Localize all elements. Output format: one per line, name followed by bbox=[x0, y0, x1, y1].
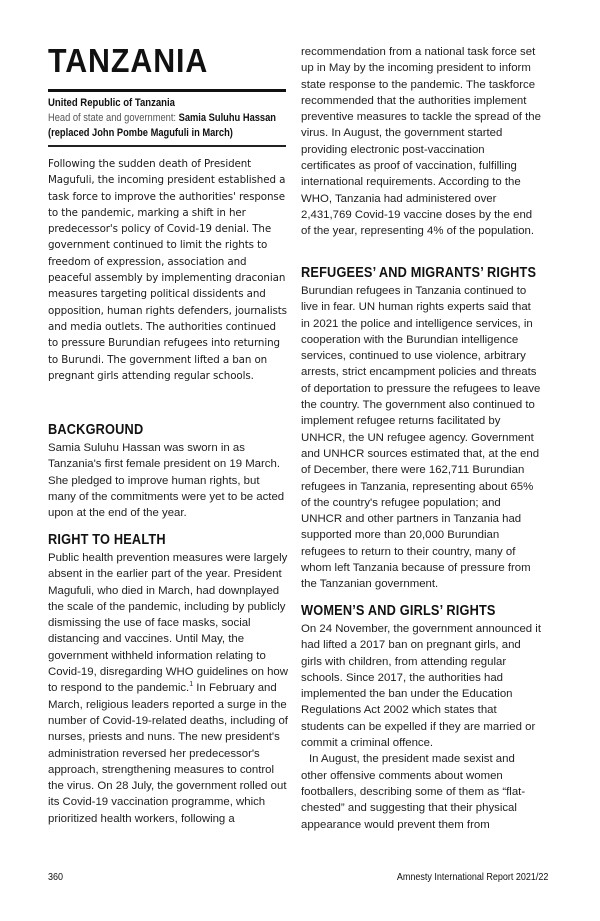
refugees-text: Burundian refugees in Tanzania continued to live in fear. UN human rights experts said that in 2021 the police and intelligence services, in cooperation with the Burundian intelligence services, continued to use violence, arbitrary arrests, strict encampment policies and threats of deportation to pressure the refugees to leave the country. The government also continued to implement refugee returns facilitated by UNHCR, the UN refugee agency. Government and UNHCR sources estimated that, at the end of December, there were 162,711 Burundian refugees in Tanzania, representing about 65% of the country's refugee population; and UNHCR and other partners in Tanzania had supported more than 20,000 Burundian refugees to return to their country, many of whom left Tanzania because of pressure from the Tanzanian government. bbox=[301, 285, 541, 591]
heading-background: BACKGROUND bbox=[48, 422, 144, 438]
health-text-continued: recommendation from a national task force set up in May by the incoming president to inform state response to the pandemic. The taskforce recommended that the authorities implement preventive measures to tackle the spread of the virus. In August, the government started providing electronic post-vaccination certificates as proof of vaccination, fulfilling international requirements. According to the WHO, Tanzania had administered over 2,431,769 Covid-19 vaccine doses by the end of the year, representing 4% of the population. bbox=[301, 46, 541, 238]
page-number: 360 bbox=[48, 872, 64, 883]
heading-women-girls: WOMEN’S AND GIRLS’ RIGHTS bbox=[301, 603, 496, 619]
health-text bbox=[48, 550, 288, 827]
head-of-state-line bbox=[48, 111, 277, 126]
country-full-name: United Republic of Tanzania bbox=[48, 97, 175, 109]
title-rule-thick bbox=[48, 89, 286, 92]
health-text-part1: Public health prevention measures were largely absent in the earlier part of the year. President Magufuli, who died in March, had downplayed the scale of the pandemic, including by publicly dismissing the use of face masks, social distancing and vaccines. Until May, the government withheld information relating to Covid-19, disregarding WHO guidelines on how to respond to the pandemic. bbox=[48, 552, 288, 695]
summary-text: Following the sudden death of President Magufuli, the incoming president established a task force to improve the authorities' response to the pandemic, marking a shift in her predecessor's policy of Covid-19 denial. The government continued to limit the rights to freedom of expression, association and peaceful assembly by implementing draconian measures targeting political dissidents and opposition, human rights defenders, journalists and media outlets. The authorities continued to pressure Burundian refugees into returning to Burundi. The government lifted a ban on pregnant girls attending regular schools. bbox=[48, 158, 287, 382]
heading-refugees: REFUGEES’ AND MIGRANTS’ RIGHTS bbox=[301, 265, 537, 281]
country-info bbox=[48, 96, 298, 141]
background-text: Samia Suluhu Hassan was sworn in as Tanzania's first female president on 19 March. She pledged to improve human rights, but many of the commitments were yet to be acted upon at the end of the year. bbox=[48, 442, 285, 520]
head-of-state-label: Head of state and government: bbox=[48, 112, 179, 124]
page-title: TANZANIA bbox=[48, 42, 209, 79]
head-of-state-name: Samia Suluhu Hassan bbox=[178, 112, 277, 124]
health-text-part2: In February and March, religious leaders reported a surge in the number of Covid-19-related deaths, including of nurses, priests and nuns. The new president's administration reversed her predecessor's approach, strengthening measures to control the virus. On 28 July, the government rolled out its Covid-19 vaccination programme, which prioritized health workers, following a bbox=[48, 682, 288, 825]
women-text-p1: On 24 November, the government announced it had lifted a 2017 ban on pregnant girls, and girls with children, from attending regular schools. Since 2017, the authorities had implemented the ban under the Education Regulations Act 2002 which states that students can be expelled if they are married or commit a criminal offence. bbox=[301, 623, 541, 750]
head-of-state-note: (replaced John Pombe Magufuli in March) bbox=[48, 127, 233, 139]
women-text-p2: In August, the president made sexist and other offensive comments about women footballers, describing some of them as “flat-chested” and suggesting that their physical appearance would prevent them from bbox=[301, 753, 526, 831]
title-rule-thin bbox=[48, 145, 286, 147]
heading-right-to-health: RIGHT TO HEALTH bbox=[48, 532, 166, 548]
footnote-marker[interactable]: 1 bbox=[189, 681, 194, 689]
publication-name: Amnesty International Report 2021/22 bbox=[396, 872, 548, 883]
women-text bbox=[301, 621, 541, 833]
